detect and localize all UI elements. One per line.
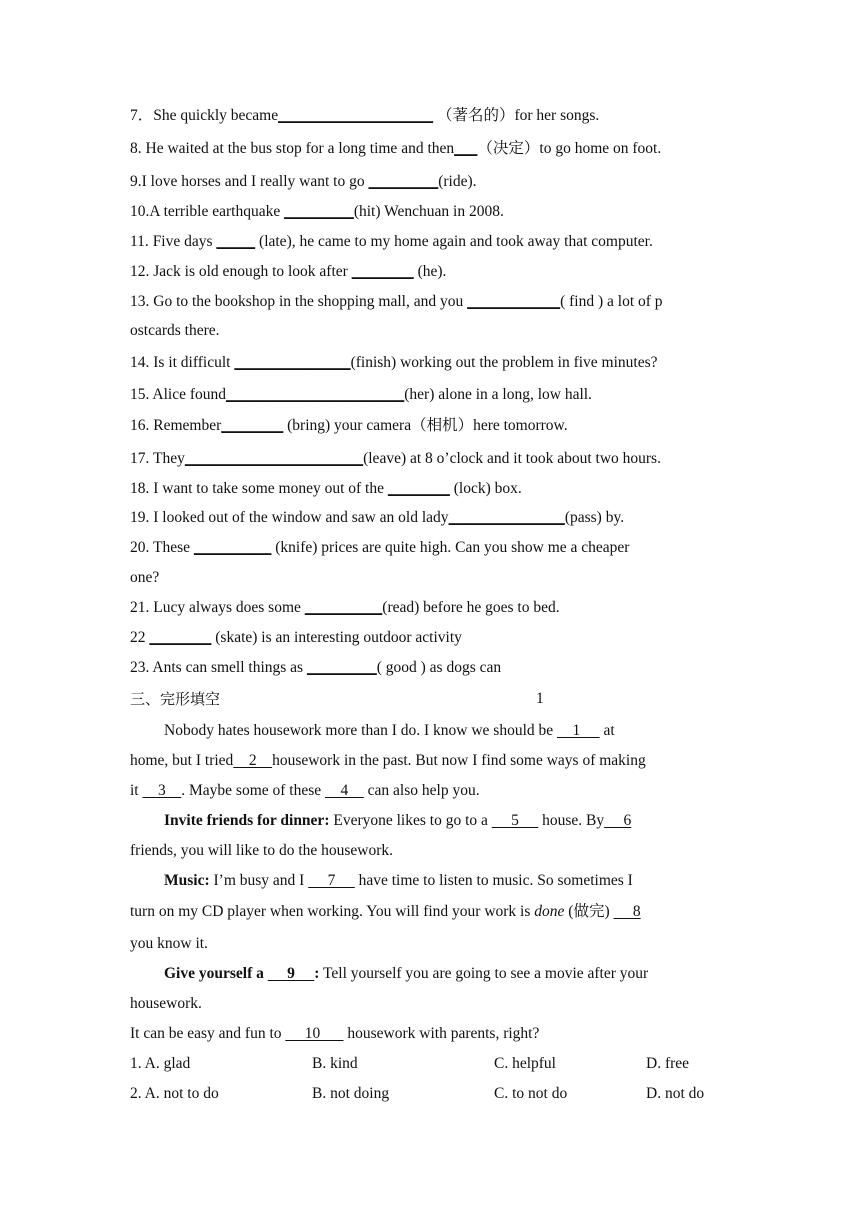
question-text: Alice found [152,386,227,403]
question-text: (her) alone in a long, low hall. [404,386,592,403]
question-text: （决定）to go home on foot. [477,140,662,157]
question-number: 16. [130,417,154,434]
question-text: She quickly became [153,107,279,124]
answer-blank[interactable]: ____________________ [278,107,434,124]
answer-blank[interactable]: ________ [351,263,414,280]
subheading: Give yourself a [164,965,268,982]
question-number: 17. [130,450,153,467]
option-c[interactable]: C. to not do [494,1085,568,1102]
question-number: 12. [130,263,154,280]
answer-blank[interactable]: _______________________ [226,386,405,403]
question-number: 15. [130,386,153,403]
option-d[interactable]: D. not do [646,1085,705,1102]
passage-line: home, but I tried 2 housework in the past. But now I find some ways of making [130,752,646,769]
question-text: (pass) by. [564,509,625,526]
question-line [130,262,732,282]
answer-blank[interactable]: _________ [368,173,439,190]
answer-blank[interactable]: _________ [306,659,377,676]
answer-blank[interactable]: _______________ [448,509,565,526]
question-line [130,449,732,469]
question-text: Five days [152,233,217,250]
question-text: Remember [153,417,222,434]
passage-line: It can be easy and fun to 10 housework with parents, right? [130,1025,540,1042]
answer-blank[interactable]: __________ [304,599,383,616]
question-text: (ride). [438,173,477,190]
passage-line: it 3 . Maybe some of these 4 can also help you. [130,782,480,799]
answer-blank[interactable]: ____________ [467,293,561,310]
passage-line: turn on my CD player when working. You will find your work is done (做完) 8 [130,903,641,920]
question-number: 9. [130,173,142,190]
answer-blank[interactable]: 3 [142,782,182,799]
question-line [130,508,732,528]
subheading: Invite friends for dinner: [164,812,330,829]
answer-blank[interactable]: 2 [233,752,273,769]
question-text: I love horses and I really want to go [141,173,369,190]
question-number: 19. [130,509,154,526]
answer-blank[interactable]: 8 [613,903,641,920]
passage-line: housework. [130,995,202,1012]
answer-blank[interactable]: ___ [454,140,478,157]
answer-blank[interactable]: _______________ [234,354,351,371]
question-text: ostcards there. [130,322,220,339]
question-text: ( find ) a lot of p [560,293,663,310]
question-line [130,202,732,222]
question-number: 11. [130,233,153,250]
question-text: （著名的）for her songs. [433,107,600,124]
answer-blank[interactable]: _______________________ [184,450,364,467]
question-number: 7． [130,107,154,124]
question-continuation [130,568,732,588]
answer-blank[interactable]: 7 [308,872,355,889]
question-text: (bring) your camera（相机）here tomorrow. [283,417,568,434]
question-text: Ants can smell things as [152,659,307,676]
question-text: (knife) prices are quite high. Can you show me a cheaper [271,539,630,556]
question-text: (hit) Wenchuan in 2008. [353,203,504,220]
option-b[interactable]: B. not doing [312,1085,390,1102]
question-text: (finish) working out the problem in five minutes? [350,354,658,371]
question-text: (skate) is an interesting outdoor activity [211,629,462,646]
passage-line: you know it. [130,935,208,952]
passage-line: Music: I’m busy and I 7 have time to listen to music. So sometimes I [164,872,633,889]
question-text: ( good ) as dogs can [376,659,502,676]
answer-blank[interactable]: 4 [325,782,364,799]
question-line [130,658,732,678]
question-text: (read) before he goes to bed. [382,599,560,616]
passage-line: Give yourself a 9 : Tell yourself you are going to see a movie after your [164,965,649,982]
passage-line: Nobody hates housework more than I do. I know we should be 1 at [164,722,615,739]
option-a[interactable]: 2. A. not to do [130,1085,219,1102]
answer-blank[interactable]: ________ [149,629,212,646]
question-text: I want to take some money out of the [153,480,388,497]
section-number: 1 [536,690,544,707]
question-line [130,538,732,558]
question-text: Is it difficult [153,354,235,371]
question-number: 20. [130,539,153,556]
question-line [130,479,732,499]
subheading: Music: [164,872,210,889]
answer-blank[interactable]: 10 [285,1025,344,1042]
question-text: A terrible earthquake [149,203,285,220]
question-text: They [152,450,185,467]
question-text: (lock) box. [449,480,522,497]
answer-blank[interactable]: ________ [221,417,284,434]
question-line [130,172,732,192]
option-d[interactable]: D. free [646,1055,690,1072]
question-line [130,416,732,436]
question-line [130,232,732,252]
question-number: 21. [130,599,154,616]
answer-blank[interactable]: 5 [491,812,539,829]
question-line [130,353,732,373]
answer-blank[interactable]: ________ [387,480,450,497]
answer-blank[interactable]: _________ [284,203,354,220]
passage-line: Invite friends for dinner: Everyone likes to go to a 5 house. By 6 [164,812,632,829]
question-number: 13. [130,293,154,310]
section-heading [130,689,732,709]
answer-blank[interactable]: 1 [557,722,600,739]
question-line [130,385,732,405]
option-b[interactable]: B. kind [312,1055,358,1072]
question-number: 18. [130,480,154,497]
answer-blank[interactable]: 6 [604,812,632,829]
question-continuation [130,321,732,341]
question-line [130,139,732,159]
answer-blank[interactable]: __________ [193,539,272,556]
question-text: Go to the bookshop in the shopping mall, and you [153,293,468,310]
question-text: (late), he came to my home again and took away that computer. [255,233,653,250]
question-text: (leave) at 8 o’clock and it took about two hours. [363,450,661,467]
question-number: 23. [130,659,153,676]
question-number: 22 [130,629,150,646]
question-line [130,598,732,618]
question-line [130,106,732,126]
answer-blank[interactable]: _____ [216,233,256,250]
question-text: Jack is old enough to look after [153,263,352,280]
question-text: one? [130,569,160,586]
question-number: 10. [130,203,150,220]
passage-line: friends, you will like to do the housework. [130,842,394,859]
question-line [130,292,732,312]
question-number: 8. [130,140,146,157]
question-number: 14. [130,354,154,371]
question-text: (he). [413,263,447,280]
option-c[interactable]: C. helpful [494,1055,556,1072]
question-text: He waited at the bus stop for a long time and then [145,140,455,157]
question-text: These [152,539,194,556]
question-line [130,628,732,648]
question-text: I looked out of the window and saw an old lady [153,509,449,526]
question-text: Lucy always does some [153,599,305,616]
answer-blank[interactable]: 9 [267,965,315,982]
section-title: 三、完形填空 [130,690,221,708]
option-a[interactable]: 1. A. glad [130,1055,191,1072]
